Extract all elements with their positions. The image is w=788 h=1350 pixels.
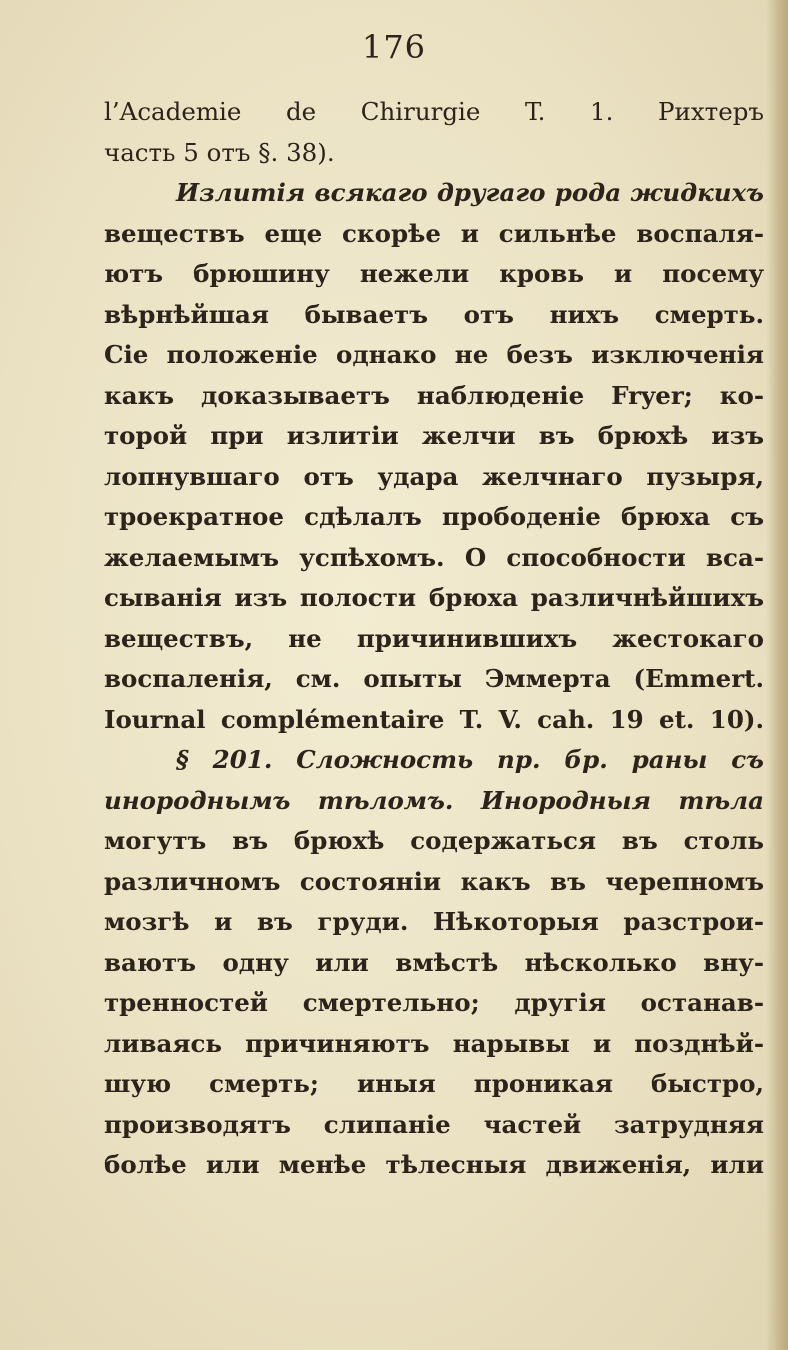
body-text: [104, 92, 764, 1186]
text-line: производятъ слипаніе частей затрудняя: [104, 1109, 764, 1139]
text-line: тренностей смертельно; другія останав-: [104, 988, 764, 1017]
text-line: веществъ еще скорѣе и сильнѣе воспаля-: [104, 218, 764, 248]
text-line: вѣрнѣйшая бываетъ отъ нихъ смерть.: [104, 299, 764, 329]
text-line: l’Academie de Chirurgie T. 1. Рихтеръ: [104, 97, 764, 126]
text-line: часть 5 отъ §. 38).: [104, 137, 335, 167]
text-line: Сіе положеніе однако не безъ изключенія: [104, 340, 764, 369]
text-line: какъ доказываетъ наблюденіе Fryer; ко-: [104, 380, 764, 410]
text-line: ливаясь причиняютъ нарывы и позднѣй-: [104, 1028, 764, 1058]
text-line: воспаленія, см. опыты Эммерта (Emmert.: [104, 664, 764, 693]
text-line: лопнувшаго отъ удара желчнаго пузыря,: [104, 461, 764, 491]
text-line: Излитія всякаго другаго рода жидкихъ: [176, 178, 764, 207]
text-line: § 201. Сложность пр. бр. раны съ: [176, 745, 764, 774]
page-edge-shadow: [766, 0, 788, 1350]
text-line: инороднымъ тѣломъ. Инородныя тѣла: [104, 785, 764, 815]
text-line: сыванія изъ полости брюха различнѣйшихъ: [104, 583, 764, 612]
text-line: ваютъ одну или вмѣстѣ нѣсколько вну-: [104, 947, 764, 977]
text-line: болѣе или менѣе тѣлесныя движенія, или: [104, 1150, 764, 1179]
text-line: торой при излитіи желчи въ брюхѣ изъ: [104, 421, 764, 450]
text-line: веществъ, не причинившихъ жестокаго: [104, 623, 764, 653]
page-number: 176: [361, 28, 427, 66]
text-line: различномъ состояніи какъ въ черепномъ: [104, 866, 764, 896]
text-line: ютъ брюшину нежели кровь и посему: [104, 259, 764, 288]
text-line: желаемымъ успѣхомъ. О способности вса-: [104, 542, 764, 572]
text-line: Iournal complémentaire T. V. cah. 19 et. 10).: [104, 704, 764, 734]
text-line: шую смерть; иныя проникая быстро,: [104, 1069, 764, 1098]
text-line: могутъ въ брюхѣ содержаться въ столь: [104, 826, 764, 855]
text-line: троекратное сдѣлалъ прободеніе брюха съ: [104, 502, 764, 531]
text-line: мозгѣ и въ груди. Нѣкоторыя разстрои-: [104, 907, 764, 936]
